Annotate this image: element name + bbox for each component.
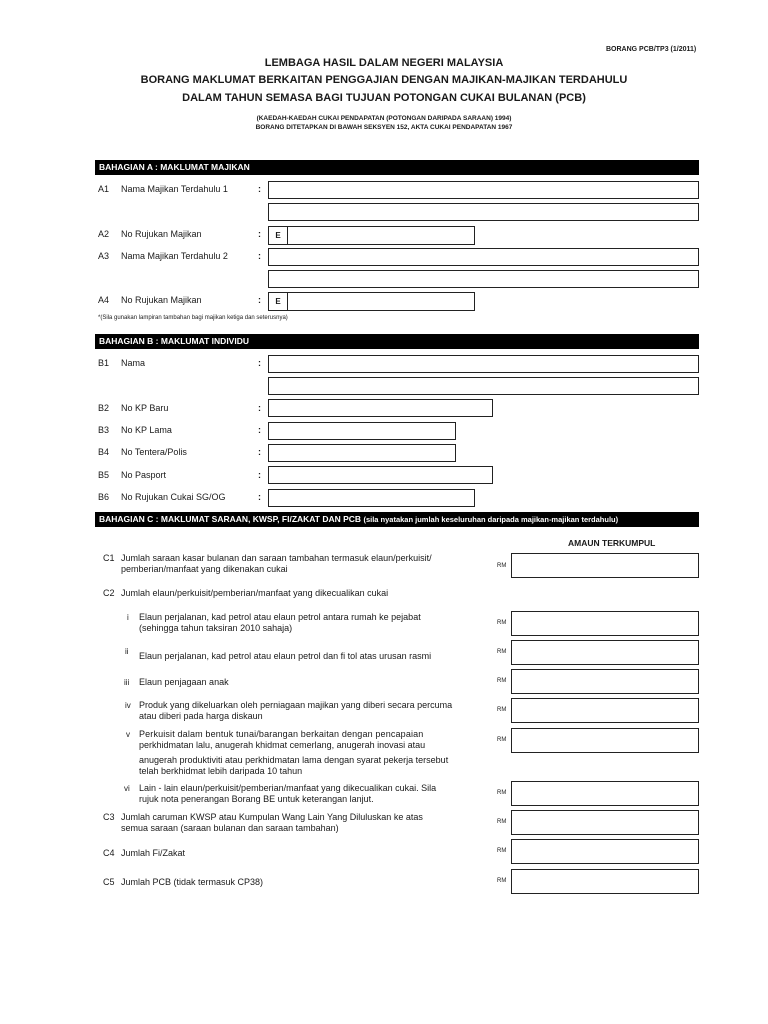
b5-code: B5 [98, 470, 110, 480]
c3-code: C3 [103, 812, 115, 822]
section-c-title: BAHAGIAN C : MAKLUMAT SARAAN, KWSP, FI/ZAKAT DAN PCB [99, 514, 362, 524]
a4-colon: : [258, 295, 261, 305]
a1-employer-name-line1-input[interactable] [268, 181, 699, 199]
c3-currency: RM [497, 819, 507, 825]
a1-code: A1 [98, 184, 110, 194]
c1-amount-input[interactable] [511, 553, 699, 578]
header-form-purpose: DALAM TAHUN SEMASA BAGI TUJUAN POTONGAN CUKAI BULANAN (PCB) [182, 92, 586, 104]
c2-v-num: v [126, 730, 130, 739]
c2-i-currency: RM [497, 620, 507, 626]
section-b-header: BAHAGIAN B : MAKLUMAT INDIVIDU [95, 334, 699, 349]
c2-vi-currency: RM [497, 790, 507, 796]
b5-label: No Pasport [121, 470, 167, 480]
c2-ii-currency: RM [497, 649, 507, 655]
b5-colon: : [258, 470, 261, 480]
b4-code: B4 [98, 447, 110, 457]
c2-v-amount-input[interactable] [511, 728, 699, 753]
header-rules: (KAEDAH-KAEDAH CUKAI PENDAPATAN (POTONGAN DARIPADA SARAAN) 1994) [256, 115, 512, 122]
c2-v-label-line2: perkhidmatan lalu, anugerah khidmat cemerlang, anugerah inovasi atau [139, 740, 426, 750]
c2-i-label-line2: (sehingga tahun taksiran 2010 sahaja) [139, 623, 293, 633]
c2-v-currency: RM [497, 737, 507, 743]
b5-passport-input[interactable] [268, 466, 493, 484]
c2-vi-num: vi [124, 784, 130, 793]
c2-label: Jumlah elaun/perkuisit/pemberian/manfaat yang dikecualikan cukai [121, 588, 389, 598]
b3-colon: : [258, 425, 261, 435]
c2-vi-label-line2: rujuk nota penerangan Borang BE untuk keterangan lanjut. [139, 794, 374, 804]
a2-prefix: E [269, 227, 288, 244]
c2-iii-num: iii [124, 678, 130, 687]
b2-label: No KP Baru [121, 403, 169, 413]
a3-code: A3 [98, 251, 110, 261]
c4-label: Jumlah Fi/Zakat [121, 848, 186, 858]
c3-label-line1: Jumlah caruman KWSP atau Kumpulan Wang Lain Yang Diluluskan ke atas [121, 812, 423, 822]
c3-label-line2: semua saraan (saraan bulanan dan saraan tambahan) [121, 823, 339, 833]
header-legal-basis: BORANG DITETAPKAN DI BAWAH SEKSYEN 152, AKTA CUKAI PENDAPATAN 1967 [255, 124, 513, 131]
c2-iii-label: Elaun penjagaan anak [139, 677, 229, 687]
a3-employer-name-line2-input[interactable] [268, 270, 699, 288]
c2-v-label-line3: anugerah produktiviti atau perkhidmatan lama dengan syarat pekerja tersebut [139, 755, 449, 765]
c2-vi-amount-input[interactable] [511, 781, 699, 806]
c1-currency: RM [497, 563, 507, 569]
section-c-title-note: (sila nyatakan jumlah keseluruhan daripada majikan-majikan terdahulu) [363, 515, 619, 524]
c4-amount-input[interactable] [511, 839, 699, 864]
b2-colon: : [258, 403, 261, 413]
a1-employer-name-line2-input[interactable] [268, 203, 699, 221]
b4-colon: : [258, 447, 261, 457]
b1-code: B1 [98, 358, 110, 368]
header-form-title: BORANG MAKLUMAT BERKAITAN PENGGAJIAN DENGAN MAJIKAN-MAJIKAN TERDAHULU [140, 74, 628, 86]
a1-label: Nama Majikan Terdahulu 1 [121, 184, 228, 194]
b6-colon: : [258, 492, 261, 502]
section-a-header: BAHAGIAN A : MAKLUMAT MAJIKAN [95, 160, 699, 175]
c1-label-line1: Jumlah saraan kasar bulanan dan saraan tambahan termasuk elaun/perkuisit/ [121, 553, 432, 563]
b3-code: B3 [98, 425, 110, 435]
amount-column-header: AMAUN TERKUMPUL [568, 538, 656, 548]
a1-colon: : [258, 184, 261, 194]
a2-label: No Rujukan Majikan [121, 229, 202, 239]
c2-code: C2 [103, 588, 115, 598]
c5-code: C5 [103, 877, 115, 887]
b1-colon: : [258, 358, 261, 368]
b2-new-ic-input[interactable] [268, 399, 493, 417]
c2-ii-num: ii [125, 647, 129, 656]
a3-label: Nama Majikan Terdahulu 2 [121, 251, 228, 261]
a4-code: A4 [98, 295, 110, 305]
c2-ii-amount-input[interactable] [511, 640, 699, 665]
c2-i-num: i [127, 613, 129, 622]
c4-currency: RM [497, 848, 507, 854]
b1-name-line1-input[interactable] [268, 355, 699, 373]
form-code: BORANG PCB/TP3 (1/2011) [606, 46, 697, 53]
c2-v-label-line4: telah berkhidmat lebih daripada 10 tahun [139, 766, 303, 776]
a4-employer-ref-input[interactable] [268, 292, 475, 311]
b3-label: No KP Lama [121, 425, 172, 435]
c2-iii-amount-input[interactable] [511, 669, 699, 694]
b6-code: B6 [98, 492, 110, 502]
section-a-note: *(Sila gunakan lampiran tambahan bagi majikan ketiga dan seterusnya) [98, 315, 288, 321]
c2-v-label-line1: Perkuisit dalam bentuk tunai/barangan berkaitan dengan pencapaian [139, 729, 424, 739]
c2-iv-num: iv [125, 701, 131, 710]
c2-iv-label-line1: Produk yang dikeluarkan oleh perniagaan majikan yang diberi secara percuma [139, 700, 453, 710]
c5-label: Jumlah PCB (tidak termasuk CP38) [121, 877, 264, 887]
c3-amount-input[interactable] [511, 810, 699, 835]
a3-employer-name-line1-input[interactable] [268, 248, 699, 266]
section-c-header [95, 512, 699, 527]
b4-military-police-input[interactable] [268, 444, 456, 462]
b6-label: No Rujukan Cukai SG/OG [121, 492, 226, 502]
header-agency: LEMBAGA HASIL DALAM NEGERI MALAYSIA [264, 57, 504, 69]
a3-colon: : [258, 251, 261, 261]
c2-iv-currency: RM [497, 707, 507, 713]
c2-i-label-line1: Elaun perjalanan, kad petrol atau elaun petrol antara rumah ke pejabat [139, 612, 421, 622]
c2-iii-currency: RM [497, 678, 507, 684]
c1-label-line2: pemberian/manfaat yang dikenakan cukai [121, 564, 288, 574]
b2-code: B2 [98, 403, 110, 413]
a4-prefix: E [269, 293, 288, 310]
c2-i-amount-input[interactable] [511, 611, 699, 636]
c4-code: C4 [103, 848, 115, 858]
a2-code: A2 [98, 229, 110, 239]
c5-amount-input[interactable] [511, 869, 699, 894]
a2-colon: : [258, 229, 261, 239]
a4-label: No Rujukan Majikan [121, 295, 202, 305]
c2-ii-label: Elaun perjalanan, kad petrol atau elaun petrol dan fi tol atas urusan rasmi [139, 651, 432, 661]
c1-code: C1 [103, 553, 115, 563]
b3-old-ic-input[interactable] [268, 422, 456, 440]
c2-iv-amount-input[interactable] [511, 698, 699, 723]
a2-employer-ref-input[interactable] [268, 226, 475, 245]
c5-currency: RM [497, 878, 507, 884]
b4-label: No Tentera/Polis [121, 447, 187, 457]
b1-label: Nama [121, 358, 146, 368]
c2-vi-label-line1: Lain - lain elaun/perkuisit/pemberian/manfaat yang dikecualikan cukai. Sila [139, 783, 437, 793]
c2-iv-label-line2: atau diberi pada harga diskaun [139, 711, 263, 721]
b6-tax-ref-input[interactable] [268, 489, 475, 507]
b1-name-line2-input[interactable] [268, 377, 699, 395]
